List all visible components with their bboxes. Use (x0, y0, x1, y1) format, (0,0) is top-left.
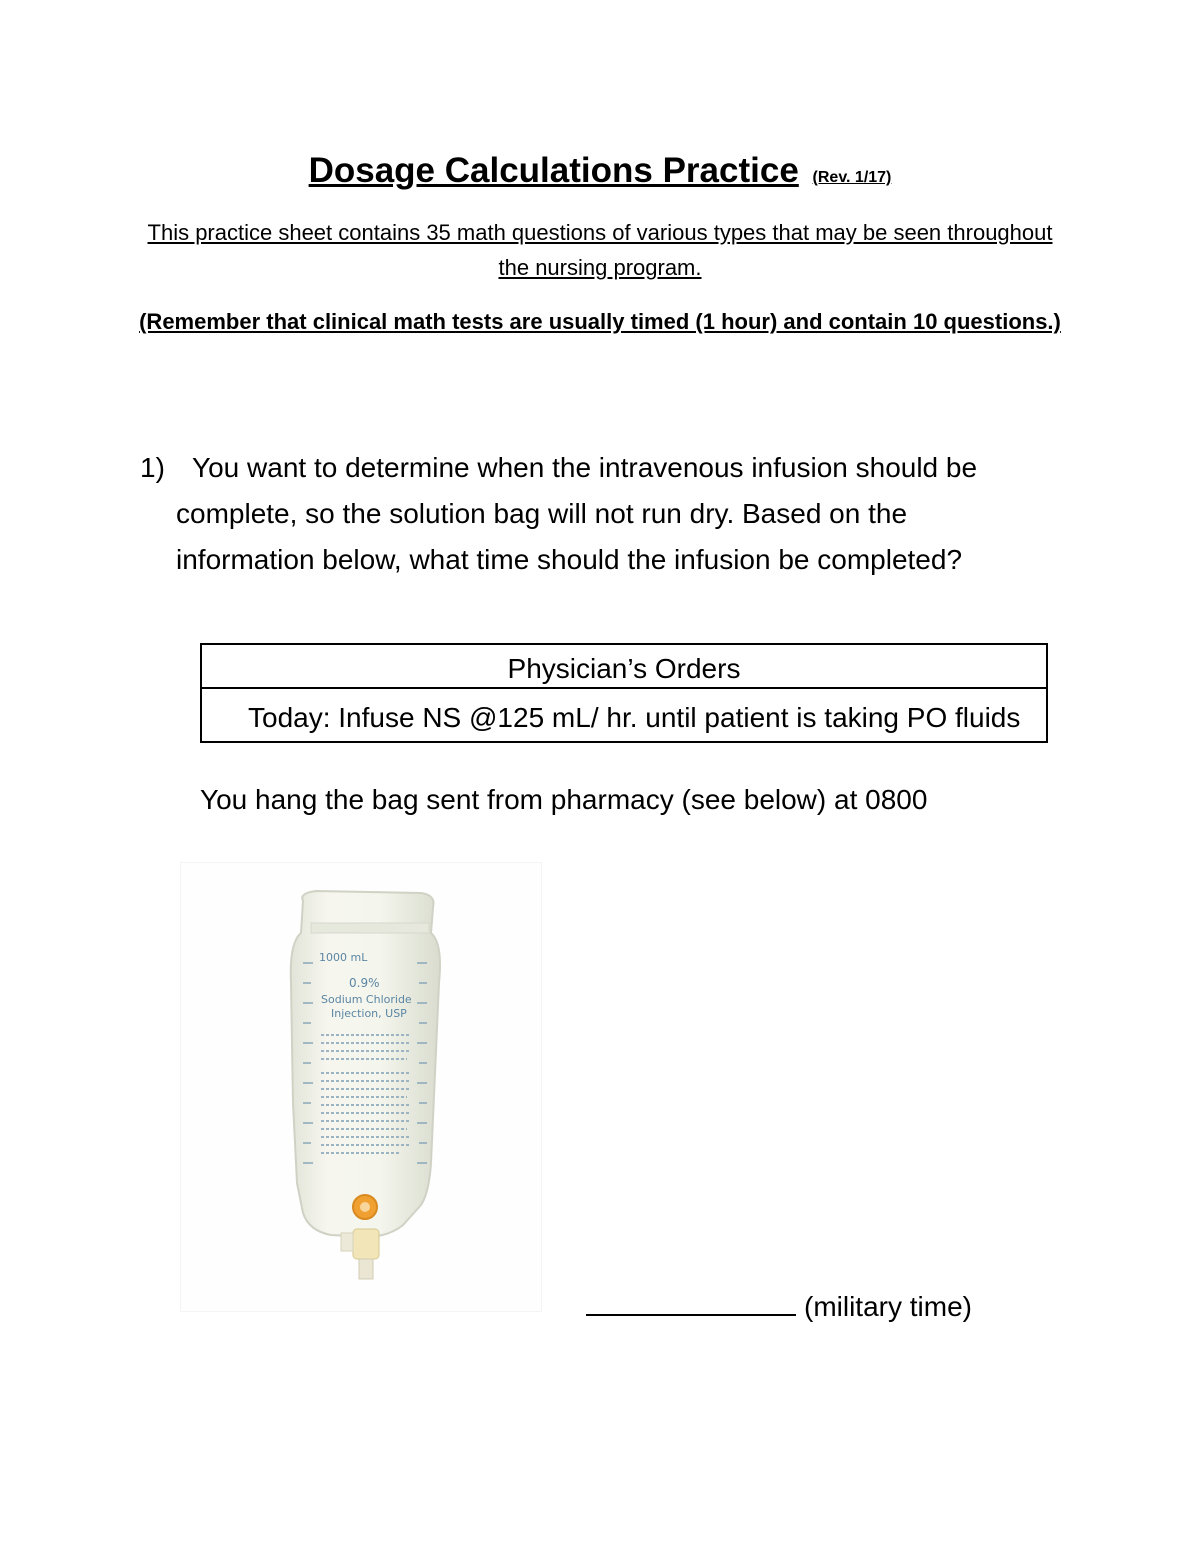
answer-line (586, 1284, 972, 1330)
orders-header: Physician’s Orders (202, 645, 1046, 689)
title-text: Dosage Calculations Practice (308, 151, 799, 190)
question-text: You want to determine when the intravenous infusion should be complete, so the solution bag will not run dry. Based on the information below, what time should the infusion be completed? (176, 452, 978, 575)
iv-bag-icon (181, 863, 541, 1311)
physician-orders-table (200, 643, 1048, 743)
page-title (0, 148, 1200, 201)
bag-volume: 1000 mL (319, 951, 368, 964)
hang-instruction: You hang the bag sent from pharmacy (see below) at 0800 (200, 784, 928, 815)
revision-label: (Rev. 1/17) (812, 169, 892, 186)
bag-drug-line1: Sodium Chloride (321, 993, 412, 1006)
intro-text: This practice sheet contains 35 math questions of various types that may be seen throughout the nursing program. (147, 220, 1053, 280)
bag-concentration: 0.9% (349, 976, 380, 990)
iv-bag-image (180, 862, 542, 1312)
orders-body: Today: Infuse NS @125 mL/ hr. until patient is taking PO fluids (248, 702, 1021, 733)
answer-suffix: (military time) (804, 1291, 972, 1322)
bag-drug-line2: Injection, USP (331, 1007, 407, 1020)
reminder-text: (Remember that clinical math tests are usually timed (1 hour) and contain 10 questions.) (139, 309, 1061, 334)
answer-blank[interactable] (586, 1284, 796, 1316)
question-number: 1) (140, 452, 165, 483)
question-1 (140, 445, 1040, 583)
